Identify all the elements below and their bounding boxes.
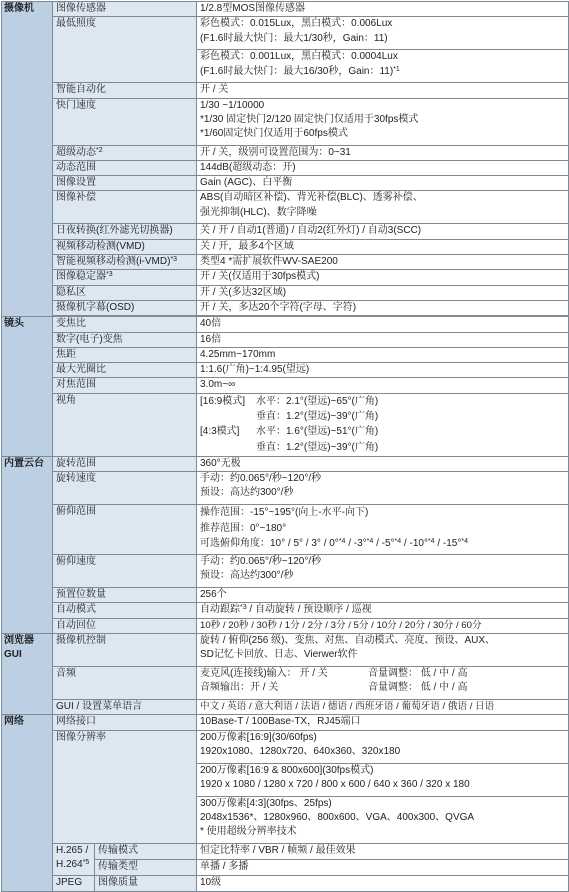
item-value: 1:1.6(广角)~1:4.95(望远) (197, 363, 569, 378)
item-value (197, 98, 569, 145)
item-value: 单播 / 多播 (197, 859, 569, 875)
row-compensation (2, 191, 569, 224)
mode-label: [16:9模式] (200, 395, 246, 407)
category-lens (2, 317, 53, 456)
label-text: 智能视频移动检测(i-VMD) (56, 256, 171, 268)
axis-label: 垂直： (256, 441, 286, 453)
footnote-mark: *4 (461, 538, 468, 546)
value-line: 预设：高达约300°/秒 (200, 487, 294, 499)
value-line: 2048x1536*、1280x960、800x600、VGA、400x300、QVGA (200, 811, 475, 823)
item-value: 开 / 关(仅适用于30fps模式) (197, 270, 569, 285)
row-super-dynamic (2, 145, 569, 160)
value-line: 强光抑制(HLC)、数字降噪 (200, 206, 317, 218)
value-text: 1.2°(望远)~39°(广角) (286, 411, 379, 423)
item-label (53, 255, 197, 270)
value-line: 推荐范围：0°~180° (200, 522, 287, 534)
item-label: 动态范围 (53, 160, 197, 175)
footnote-mark: *4 (427, 538, 435, 546)
item-value: 关 / 开，最多4个区域 (197, 239, 569, 254)
row-day-night (2, 224, 569, 239)
item-label: 网络接口 (53, 715, 197, 730)
item-value (197, 472, 569, 505)
value-line: 200万像素[16:9](30/60fps) (200, 731, 317, 743)
row-dynamic-range (2, 160, 569, 175)
footnote-mark: *4 (338, 538, 346, 546)
item-label: 图像设置 (53, 176, 197, 191)
spec-table (1, 1, 569, 892)
row-privacy (2, 285, 569, 300)
item-label: 最大光圈比 (53, 363, 197, 378)
value-line (200, 394, 565, 409)
item-value (197, 666, 569, 699)
item-label: 视频移动检测(VMD) (53, 239, 197, 254)
value-text: 1.6°(望远)~51°(广角) (286, 426, 379, 438)
item-label: 俯仰范围 (53, 505, 197, 555)
row-zoom (2, 317, 569, 332)
item-value: 开 / 关，级别可设置范围为：0~31 (197, 145, 569, 160)
item-value: 360°无极 (197, 456, 569, 471)
item-label: 快门速度 (53, 98, 197, 145)
value-line: 1920 x 1080 / 1280 x 720 / 800 x 600 / 640 x 360 / 320 x 180 (200, 778, 470, 790)
row-interface (2, 715, 569, 730)
row-auto-mode (2, 603, 569, 618)
item-value (197, 603, 569, 618)
codec-text: H.264 (56, 858, 83, 870)
value-text: 音量调整： 低 / 中 / 高 (368, 682, 468, 694)
footnote-mark: *4 (366, 538, 374, 546)
category-ptz (2, 456, 53, 633)
item-value: 关 / 开 / 自动1(普通) / 自动2(红外灯) / 自动3(SCC) (197, 224, 569, 239)
item-value: 开 / 关，多达20个字符(字母、字符) (197, 300, 569, 315)
value-line: 手动：约0.065°/秒~120°/秒 (200, 473, 322, 485)
axis-label: 水平： (256, 426, 286, 438)
item-label: 智能自动化 (53, 83, 197, 98)
row-presets (2, 588, 569, 603)
item-value: 10Base-T / 100Base-TX，RJ45端口 (197, 715, 569, 730)
item-label: 视角 (53, 393, 197, 456)
item-value (197, 763, 569, 796)
value-line: (F1.6时最大快门：最大1/30秒，Gain：11) (200, 32, 388, 44)
footnote-mark: *3 (170, 256, 178, 264)
item-value: 1/2.8型MOS图像传感器 (197, 2, 569, 17)
label-text: 超级动态 (56, 146, 96, 158)
item-label: 俯仰速度 (53, 555, 197, 588)
row-tilt-range (2, 505, 569, 555)
row-focus-range (2, 378, 569, 393)
value-line: 旋转 / 俯仰(256 级)、变焦、对焦、自动模式、亮度、预设、AUX、 (200, 634, 496, 646)
codec-label (53, 843, 95, 875)
row-shutter (2, 98, 569, 145)
item-value (197, 50, 569, 83)
item-value: 3.0m~∞ (197, 378, 569, 393)
value-line (200, 409, 565, 424)
item-value (197, 633, 569, 666)
category-label: 摄像机 (4, 3, 34, 14)
value-line: 彩色模式：0.001Lux，黑白模式：0.0004Lux (200, 51, 398, 63)
item-label: 摄像机控制 (53, 633, 197, 666)
value-line (200, 667, 565, 681)
item-label: 日夜转换(红外滤光切换器) (53, 224, 197, 239)
value-text: 音频输出：开 / 关 (200, 682, 279, 694)
value-line (200, 536, 565, 552)
item-label: 图像传感器 (53, 2, 197, 17)
value-line: 操作范围：-15°~195°(向上-水平-向下) (200, 507, 369, 519)
row-jpeg (2, 875, 569, 891)
footnote-mark: *1 (393, 65, 400, 73)
value-line (200, 65, 565, 79)
item-label: 传输类型 (95, 859, 197, 875)
item-value: 40倍 (197, 317, 569, 332)
item-value: 中文 / 英语 / 意大利语 / 法语 / 德语 / 西班牙语 / 葡萄牙语 / 俄语 / 日语 (197, 699, 569, 714)
value-text: / -5° (373, 538, 395, 550)
value-line: ABS(自动暗区补偿)、背光补偿(BLC)、透雾补偿、 (200, 192, 423, 204)
item-label (53, 270, 197, 285)
row-ivmd (2, 255, 569, 270)
item-label: 图像分辨率 (53, 730, 197, 843)
value-line: *1/60固定快门仅适用于60fps模式 (200, 128, 348, 140)
value-line: SD记忆卡回放、日志、Vierwer软件 (200, 649, 358, 661)
row-h26x-mode (2, 843, 569, 859)
row-pan-speed (2, 472, 569, 505)
value-text: / -15° (434, 538, 462, 550)
row-dzoom (2, 332, 569, 347)
item-label: 数字(电子)变焦 (53, 332, 197, 347)
row-fov (2, 393, 569, 456)
item-label: 图像补偿 (53, 191, 197, 224)
value-line: 200万像素[16:9 & 800x600](30fps模式) (200, 764, 374, 776)
footnote-mark: *3 (240, 604, 247, 612)
category-camera (2, 2, 53, 317)
item-value: 类型4 *需扩展软件WV-SAE200 (197, 255, 569, 270)
item-value: 16倍 (197, 332, 569, 347)
item-value (197, 505, 569, 555)
item-label (53, 145, 197, 160)
item-value (197, 191, 569, 224)
row-aperture (2, 363, 569, 378)
value-text: 音量调整： 低 / 中 / 高 (368, 667, 468, 679)
codec-label: JPEG (53, 875, 95, 891)
value-line: 预设：高达约300°/秒 (200, 570, 294, 582)
row-audio (2, 666, 569, 699)
value-text: 1.2°(望远)~39°(广角) (286, 441, 379, 453)
footnote-mark: *4 (394, 538, 402, 546)
row-vmd (2, 239, 569, 254)
item-label: 摄像机字幕(OSD) (53, 300, 197, 315)
item-label: 焦距 (53, 347, 197, 362)
row-pan-range (2, 456, 569, 471)
category-label: 浏览器 (4, 634, 34, 646)
item-value (197, 796, 569, 843)
item-value: 144dB(超级动态：开) (197, 160, 569, 175)
item-value: Gain (AGC)、白平衡 (197, 176, 569, 191)
footnote-mark: *5 (82, 858, 90, 866)
category-network (2, 715, 53, 891)
item-label: 对焦范围 (53, 378, 197, 393)
item-value (197, 17, 569, 50)
value-text: 麦克风(连接线)输入： 开 / 关 (200, 667, 328, 679)
item-label: 自动模式 (53, 603, 197, 618)
row-min-illum (2, 17, 569, 50)
item-value: 10级 (197, 875, 569, 891)
value-text: / -10° (401, 538, 428, 550)
codec-text: H.265 / (56, 844, 89, 856)
category-browser (2, 633, 53, 714)
value-line: 300万像素[4:3](30fps、25fps) (200, 797, 332, 809)
value-line (200, 440, 565, 455)
footnote-mark: *3 (106, 271, 113, 279)
category-label: 网络 (4, 716, 24, 728)
item-value: 10秒 / 20秒 / 30秒 / 1分 / 2分 / 3分 / 5分 / 10分 / 20分 / 30分 / 60分 (197, 618, 569, 633)
value-text: / 自动旋转 / 预设顺序 / 巡视 (246, 604, 372, 616)
value-line (200, 681, 565, 695)
value-line: 1/30 ~1/10000 (200, 99, 265, 111)
value-line: * 使用超级分辨率技术 (200, 826, 297, 838)
item-label: 音频 (53, 666, 197, 699)
category-label: GUI (4, 649, 22, 661)
row-auto-return (2, 618, 569, 633)
item-value (197, 730, 569, 763)
row-resolution-1 (2, 730, 569, 763)
row-osd (2, 300, 569, 315)
item-label: 变焦比 (53, 317, 197, 332)
row-auto (2, 83, 569, 98)
row-tilt-speed (2, 555, 569, 588)
item-label: 预置位数量 (53, 588, 197, 603)
item-value (197, 393, 569, 456)
item-label: 最低照度 (53, 17, 197, 83)
value-line: *1/30 固定快门2/120 固定快门仅适用于30fps模式 (200, 113, 419, 125)
row-sensor (2, 2, 569, 17)
value-line: 1920x1080、1280x720、640x360、320x180 (200, 745, 401, 757)
axis-label: 水平： (256, 395, 286, 407)
value-line (200, 424, 565, 439)
label-text: 图像稳定器 (56, 271, 106, 283)
footnote-mark: *2 (96, 146, 103, 154)
item-label: 旋转范围 (53, 456, 197, 471)
value-text: 2.1°(望远)~65°(广角) (286, 395, 379, 407)
item-value: 恒定比特率 / VBR / 帧频 / 最佳效果 (197, 843, 569, 859)
item-label: 隐私区 (53, 285, 197, 300)
value-text: / -3° (345, 538, 367, 550)
item-label: 图像质量 (95, 875, 197, 891)
item-value: 开 / 关 (197, 83, 569, 98)
item-label: 传输模式 (95, 843, 197, 859)
item-label: GUI / 设置菜单语言 (53, 699, 197, 714)
item-value (197, 555, 569, 588)
item-value: 256个 (197, 588, 569, 603)
item-label: 旋转速度 (53, 472, 197, 505)
item-value: 4.25mm~170mm (197, 347, 569, 362)
row-focal (2, 347, 569, 362)
row-language (2, 699, 569, 714)
value-text: 可选俯仰角度：10° / 5° / 3° / 0° (200, 538, 339, 550)
axis-label: 垂直： (256, 411, 286, 423)
item-value: 开 / 关(多达32区域) (197, 285, 569, 300)
row-camera-control (2, 633, 569, 666)
value-text: 自动跟踪 (200, 604, 240, 616)
value-line: 手动：约0.065°/秒~120°/秒 (200, 556, 322, 568)
row-image-settings (2, 176, 569, 191)
item-label: 自动回位 (53, 618, 197, 633)
row-stabilizer (2, 270, 569, 285)
codec-text (56, 858, 91, 872)
value-text: (F1.6时最大快门：最大16/30秒，Gain：11) (200, 65, 394, 77)
category-label: 内置云台 (4, 457, 44, 469)
category-label: 镜头 (4, 318, 24, 330)
value-line: 彩色模式：0.015Lux，黑白模式：0.006Lux (200, 18, 393, 30)
mode-label: [4:3模式] (200, 426, 240, 438)
